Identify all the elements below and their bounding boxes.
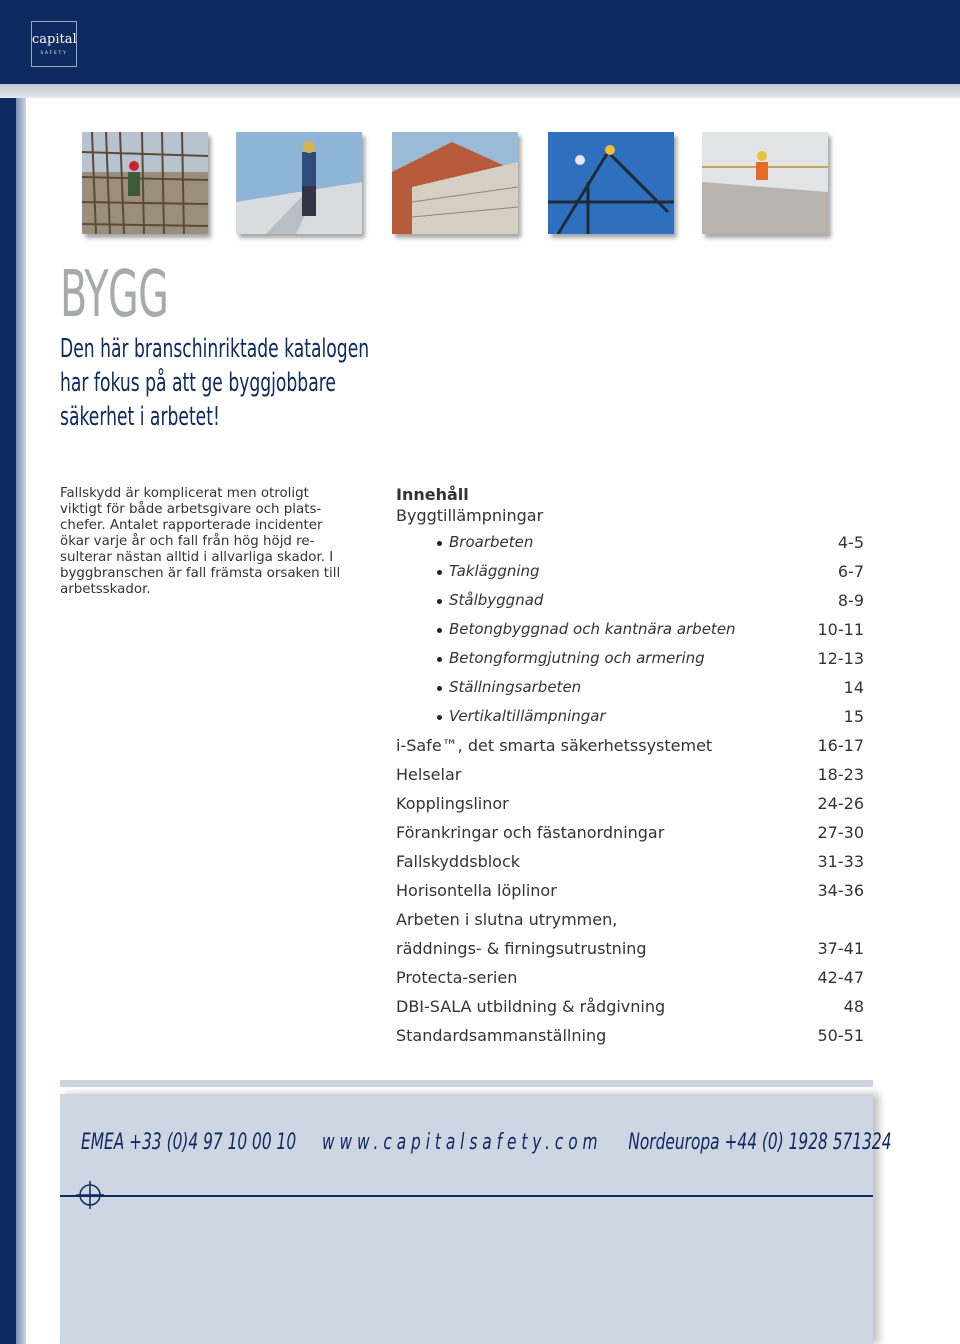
- toc-item[interactable]: [396, 644, 864, 673]
- toc-item-pages: 12-13: [817, 649, 864, 668]
- toc-item[interactable]: [396, 673, 864, 702]
- toc-item[interactable]: [396, 557, 864, 586]
- logo-tagline: SAFETY: [40, 50, 68, 55]
- toc-item-label: Horisontella löplinor: [396, 881, 557, 900]
- capital-safety-logo[interactable]: [31, 21, 77, 67]
- intro-line: Fallskydd är komplicerat men otroligt: [60, 486, 309, 501]
- bullet-icon: [437, 599, 442, 604]
- toc-item-label: Ställningsarbeten: [449, 678, 582, 696]
- toc-item-pages: 18-23: [817, 765, 864, 784]
- footer-line: [60, 1195, 873, 1197]
- toc-item-pages: 6-7: [837, 562, 864, 581]
- page-title: BYGG: [60, 258, 169, 332]
- bullet-icon: [437, 541, 442, 546]
- left-margin-strip: [0, 98, 26, 1344]
- header-stripe: [0, 84, 960, 98]
- toc-item-pages: 48: [843, 997, 864, 1016]
- toc-item[interactable]: [396, 963, 864, 992]
- toc-item[interactable]: [396, 586, 864, 615]
- toc-item-pages: 15: [843, 707, 864, 726]
- footer-divider: [60, 1080, 873, 1087]
- bullet-icon: [437, 686, 442, 691]
- subtitle-line: säkerhet i arbetet!: [60, 402, 220, 432]
- toc-item[interactable]: [396, 905, 864, 934]
- toc-item-label: Vertikaltillämpningar: [449, 707, 606, 725]
- bullet-icon: [437, 628, 442, 633]
- toc-item-pages: 34-36: [817, 881, 864, 900]
- toc-item-label: Kopplingslinor: [396, 794, 509, 813]
- toc-item[interactable]: [396, 528, 864, 557]
- toc-item[interactable]: [396, 702, 864, 731]
- toc-item-label: räddnings- & firningsutrustning: [396, 939, 647, 958]
- toc-item-pages: 24-26: [817, 794, 864, 813]
- intro-line: viktigt för både arbetsgivare och plats-: [60, 502, 322, 517]
- toc-item-label: Standardsammanställning: [396, 1026, 607, 1045]
- toc-item-label: i-Safe™, det smarta säkerhetssystemet: [396, 736, 713, 755]
- intro-line: sulterar nästan alltid i allvarliga skador. I: [60, 550, 334, 565]
- photo-roof-worker: [236, 132, 362, 234]
- page-subtitle: [60, 332, 430, 434]
- toc-item-pages: 10-11: [817, 620, 864, 639]
- toc-item-pages: 14: [843, 678, 864, 697]
- toc-item-pages: 4-5: [837, 533, 864, 552]
- intro-line: ökar varje år och fall från hög höjd re-: [60, 534, 315, 549]
- header-bar: [0, 0, 960, 84]
- photo-steel-structure: [548, 132, 674, 234]
- website-link[interactable]: www.capitalsafety.com: [322, 1130, 603, 1155]
- toc-item-label: Förankringar och fästanordningar: [396, 823, 665, 842]
- toc-item-pages: 42-47: [817, 968, 864, 987]
- toc-item[interactable]: [396, 789, 864, 818]
- toc-item[interactable]: [396, 992, 864, 1021]
- toc-item-pages: 37-41: [817, 939, 864, 958]
- toc-item[interactable]: [396, 615, 864, 644]
- table-of-contents: [396, 484, 864, 1045]
- toc-item[interactable]: [396, 847, 864, 876]
- toc-list: [396, 528, 864, 1050]
- page-number: 2: [36, 1304, 46, 1319]
- toc-item-pages: 16-17: [817, 736, 864, 755]
- photo-concrete-edge: [702, 132, 828, 234]
- toc-item[interactable]: [396, 760, 864, 789]
- photo-house-construction: [392, 132, 518, 234]
- intro-line: chefer. Antalet rapporterade incidenter: [60, 518, 323, 533]
- nordeuropa-phone[interactable]: Nordeuropa +44 (0) 1928 571324: [628, 1130, 892, 1155]
- emea-phone[interactable]: EMEA +33 (0)4 97 10 00 10: [81, 1130, 297, 1155]
- toc-item[interactable]: [396, 1021, 864, 1050]
- toc-item[interactable]: [396, 731, 864, 760]
- toc-item-pages: 27-30: [817, 823, 864, 842]
- subtitle-line: har fokus på att ge byggjobbare: [60, 368, 336, 398]
- toc-item-label: Betongbyggnad och kantnära arbeten: [449, 620, 736, 638]
- toc-item-pages: 8-9: [837, 591, 864, 610]
- intro-line: byggbranschen är fall främsta orsaken till: [60, 566, 341, 581]
- toc-item[interactable]: [396, 934, 864, 963]
- photo-rebar-worker: [82, 132, 208, 234]
- toc-item-label: Betongformgjutning och armering: [449, 649, 705, 667]
- toc-item[interactable]: [396, 876, 864, 905]
- intro-line: arbetsskador.: [60, 582, 151, 597]
- toc-item-pages: 31-33: [817, 852, 864, 871]
- logo-name: capital: [32, 32, 77, 47]
- toc-item-label: Fallskyddsblock: [396, 852, 521, 871]
- toc-heading: Innehåll: [396, 485, 469, 504]
- toc-item-label: DBI-SALA utbildning & rådgivning: [396, 997, 666, 1016]
- toc-item-label: Helselar: [396, 765, 462, 784]
- toc-item-label: Stålbyggnad: [449, 591, 544, 609]
- toc-item-pages: 50-51: [817, 1026, 864, 1045]
- bullet-icon: [437, 715, 442, 720]
- toc-item-label: Arbeten i slutna utrymmen,: [396, 910, 618, 929]
- crosshair-icon: [76, 1181, 104, 1209]
- toc-subheading: Byggtillämpningar: [396, 506, 544, 525]
- bullet-icon: [437, 570, 442, 575]
- intro-paragraph: [60, 486, 342, 598]
- contact-line: [81, 1130, 912, 1155]
- toc-item[interactable]: [396, 818, 864, 847]
- subtitle-line: Den här branschinriktade katalogen: [60, 334, 370, 364]
- toc-item-label: Protecta-serien: [396, 968, 518, 987]
- bullet-icon: [437, 657, 442, 662]
- toc-item-label: Broarbeten: [449, 533, 534, 551]
- toc-item-label: Takläggning: [449, 562, 540, 580]
